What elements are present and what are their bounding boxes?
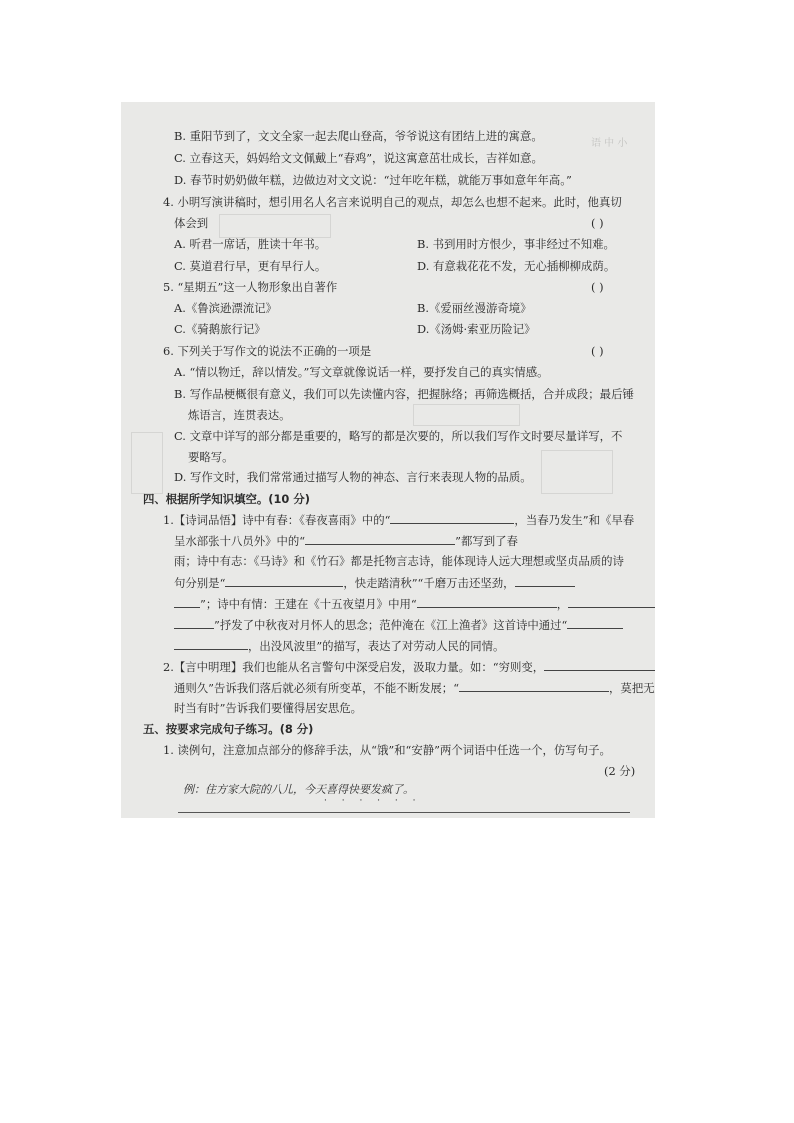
q4-answer-paren[interactable]: ( ) — [591, 216, 604, 230]
answer-blank[interactable] — [174, 638, 248, 650]
q6-stem: 6. 下列关于写作文的说法不正确的一项是 — [163, 344, 372, 358]
bleed-through-text: 语 中 小 — [591, 138, 628, 149]
q4-stem-cont: 体会到 — [174, 216, 209, 230]
q3-option-b: B. 重阳节到了，文文全家一起去爬山登高，爷爷说这有团结上进的寓意。 — [174, 129, 543, 143]
emphasis-dots: · · · · · · — [324, 796, 422, 806]
q4-option-a: A. 听君一席话，胜读十年书。 — [174, 237, 327, 251]
q4-option-d: D. 有意栽花花不发，无心插柳柳成荫。 — [417, 259, 616, 273]
answer-blank[interactable] — [567, 617, 623, 629]
q5-option-d: D.《汤姆·索亚历险记》 — [417, 322, 536, 336]
answer-blank[interactable] — [544, 659, 655, 671]
answer-blank[interactable] — [417, 596, 557, 608]
s4-q1-line7: ，出没风波里”的描写，表达了对劳动人民的同情。 — [174, 638, 504, 653]
s4-q1-line2: 呈水部张十八员外》中的“ ”都写到了春 — [174, 534, 518, 548]
q5-option-b: B.《爱丽丝漫游奇境》 — [417, 301, 532, 315]
answer-blank[interactable] — [174, 596, 200, 608]
s4-q2-line2: 通则久”告诉我们落后就必须有所变革，不能不断发展；“ ，莫把无 — [174, 681, 655, 695]
s5-q1-stem: 1. 读例句，注意加点部分的修辞手法，从“饿”和“安静”两个词语中任选一个，仿写句子。 — [163, 743, 611, 757]
q5-option-a: A.《鲁滨逊漂流记》 — [174, 301, 277, 315]
answer-blank[interactable] — [225, 575, 343, 587]
answer-blank[interactable] — [390, 512, 514, 524]
s4-q1-line5: ”；诗中有情：王建在《十五夜望月》中用“ ， — [174, 596, 655, 611]
q5-answer-paren[interactable]: ( ) — [591, 280, 604, 294]
q4-option-b: B. 书到用时方恨少，事非经过不知难。 — [417, 237, 615, 251]
q6-option-d: D. 写作文时，我们常常通过描写人物的神态、言行来表现人物的品质。 — [174, 470, 532, 484]
q5-option-c: C.《骑鹅旅行记》 — [174, 322, 266, 336]
q6-option-a: A. “情以物迁，辞以情发。”写文章就像说话一样，要抒发自己的真实情感。 — [174, 365, 549, 379]
s4-q2-line3: 时当有时”告诉我们要懂得居安思危。 — [174, 701, 363, 715]
q5-stem: 5. “星期五”这一人物形象出自著作 — [163, 280, 338, 294]
s4-q2-line1: 2.【言中明理】我们也能从名言警句中深受启发，汲取力量。如：“穷则变， — [163, 659, 655, 674]
section-5-title: 五、按要求完成句子练习。(8 分) — [143, 722, 314, 736]
answer-blank[interactable] — [174, 617, 214, 629]
q6-option-c: C. 文章中详写的部分都是重要的，略写的都是次要的，所以我们写作文时要尽量详写，不 — [174, 429, 623, 443]
answer-blank[interactable] — [459, 680, 609, 692]
q6-answer-paren[interactable]: ( ) — [591, 344, 604, 358]
q4-stem: 4. 小明写演讲稿时，想引用名人名言来说明自己的观点，却怎么也想不起来。此时，他真切 — [163, 195, 622, 209]
q3-option-d: D. 春节时奶奶做年糕，边做边对文文说：“过年吃年糕，就能万事如意年年高。” — [174, 173, 572, 187]
answer-blank[interactable] — [568, 596, 655, 608]
exam-page — [121, 102, 655, 818]
section-4-title: 四、根据所学知识填空。(10 分) — [143, 492, 310, 506]
s5-example-sentence: 例：住方家大院的八儿，今天喜得快要发疯了。 — [183, 783, 414, 796]
q6-option-b: B. 写作品梗概很有意义，我们可以先读懂内容，把握脉络；再筛选概括，合并成段；最后锤 — [174, 387, 634, 401]
bleed-through-mark — [131, 432, 163, 494]
answer-line[interactable] — [178, 812, 630, 813]
answer-blank[interactable] — [305, 533, 455, 545]
q6-option-c-cont: 要略写。 — [188, 450, 234, 464]
s4-q1-line4: 句分别是“ ，快走踏清秋”“千磨万击还坚劲， — [174, 575, 575, 590]
bleed-through-box — [541, 450, 613, 494]
bleed-through-box — [219, 214, 331, 238]
s4-q1-line3: 雨；诗中有志：《马诗》和《竹石》都是托物言志诗，能体现诗人远大理想或坚贞品质的诗 — [174, 554, 624, 568]
s5-q1-score: (2 分) — [604, 764, 636, 778]
q3-option-c: C. 立春这天，妈妈给文文佩戴上“春鸡”，说这寓意茁壮成长，吉祥如意。 — [174, 151, 543, 165]
answer-blank[interactable] — [515, 575, 575, 587]
q4-option-c: C. 莫道君行早，更有早行人。 — [174, 259, 327, 273]
s4-q1-line1: 1.【诗词品悟】诗中有春：《春夜喜雨》中的“ ，当春乃发生”和《早春 — [163, 513, 635, 527]
bleed-through-box — [413, 404, 520, 426]
q6-option-b-cont: 炼语言，连贯表达。 — [188, 408, 291, 422]
s4-q1-line6: ”抒发了中秋夜对月怀人的思念；范仲淹在《江上渔者》这首诗中通过“ — [174, 617, 623, 632]
